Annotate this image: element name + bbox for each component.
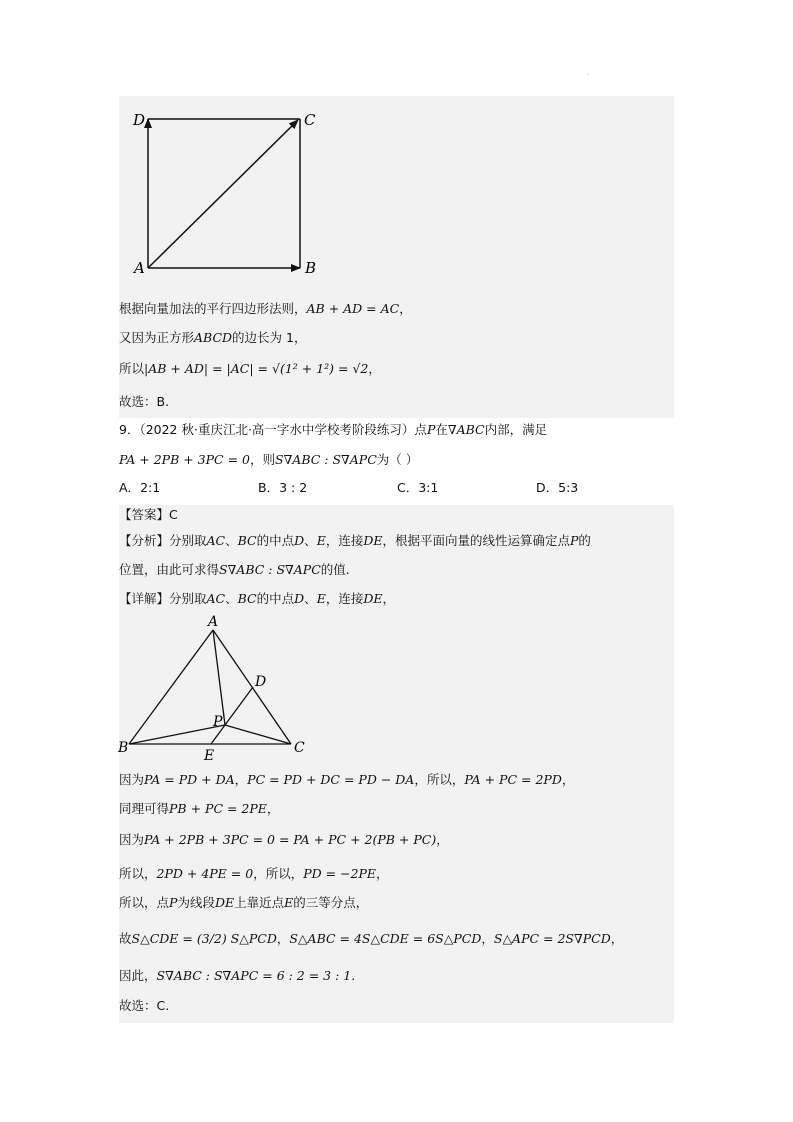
label-b: B bbox=[118, 740, 129, 756]
segment-pb bbox=[129, 725, 225, 744]
square-figure bbox=[128, 105, 328, 285]
side-ac bbox=[213, 630, 291, 744]
final-choice: 故选：C. bbox=[119, 998, 170, 1013]
label-a: A bbox=[208, 614, 219, 630]
corner-mark: · bbox=[587, 70, 590, 79]
option-c: C．3:1 bbox=[397, 480, 439, 495]
answer-line: 【答案】C bbox=[119, 507, 178, 522]
detail-line-4: 因为PA + 2PB + 3PC = 0 = PA + PC + 2(PB + PC)， bbox=[119, 832, 449, 847]
label-d: D bbox=[133, 111, 146, 129]
side-ab bbox=[129, 630, 213, 744]
option-b: B．3 : 2 bbox=[258, 480, 308, 495]
option-d: D．5:3 bbox=[536, 480, 579, 495]
triangle-figure bbox=[115, 612, 315, 764]
line-parallelogram-rule: 根据向量加法的平行四边形法则，AB + AD = AC， bbox=[119, 301, 412, 316]
vector-ac bbox=[148, 120, 298, 268]
label-b: B bbox=[305, 259, 317, 277]
detail-line-5: 所以，2PD + 4PE = 0，所以，PD = −2PE， bbox=[119, 866, 389, 881]
detail-line-6: 所以，点P为线段DE上靠近点E的三等分点， bbox=[119, 895, 369, 910]
label-e: E bbox=[204, 748, 215, 764]
label-a: A bbox=[134, 259, 145, 277]
analysis-line-2: 位置，由此可求得S∇ABC : S∇APC的值. bbox=[119, 562, 350, 577]
line-choice-b: 故选：B. bbox=[119, 394, 170, 409]
detail-line-8: 因此，S∇ABC : S∇APC = 6 : 2 = 3 : 1. bbox=[119, 968, 356, 983]
label-c: C bbox=[294, 740, 305, 756]
detail-line-7: 故S△CDE = (3/2) S△PCD，S△ABC = 4S△CDE = 6S△PCD，S△APC = 2S∇PCD， bbox=[119, 931, 624, 946]
detail-line-1: 【详解】分别取AC、BC的中点D、E，连接DE， bbox=[119, 591, 395, 606]
label-d: D bbox=[255, 674, 267, 690]
line-square-side: 又因为正方形ABCD的边长为 1， bbox=[119, 330, 307, 345]
question-9-stem: 9．（2022 秋·重庆江北·高一字水中学校考阶段练习）点P在∇ABC内部，满足 bbox=[119, 422, 548, 437]
label-c: C bbox=[304, 111, 316, 129]
detail-line-2: 因为PA = PD + DA，PC = PD + DC = PD − DA，所以，PA + PC = 2PD， bbox=[119, 772, 575, 787]
segment-pc bbox=[225, 725, 291, 744]
question-9-condition: PA + 2PB + 3PC = 0，则S∇ABC : S∇APC为（ ） bbox=[119, 452, 419, 467]
line-magnitude: 所以|AB + AD| = |AC| = √(1² + 1²) = √2， bbox=[119, 361, 381, 376]
detail-line-3: 同理可得PB + PC = 2PE， bbox=[119, 801, 280, 816]
option-a: A．2:1 bbox=[119, 480, 161, 495]
label-p: P bbox=[213, 714, 223, 730]
analysis-line-1: 【分析】分别取AC、BC的中点D、E，连接DE，根据平面向量的线性运算确定点P的 bbox=[119, 533, 591, 548]
